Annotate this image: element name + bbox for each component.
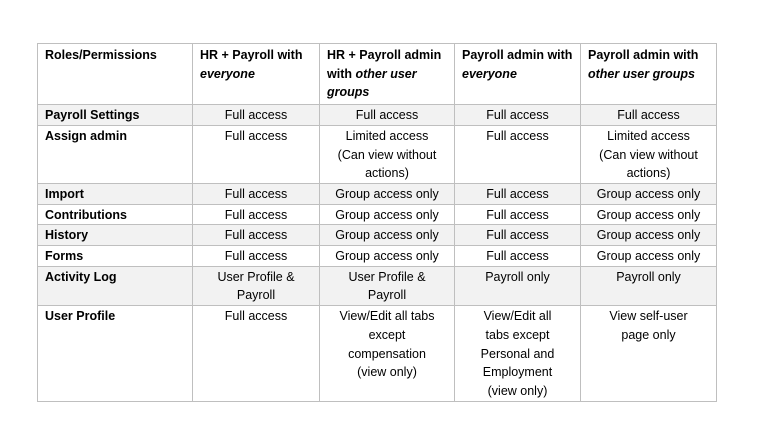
permission-cell	[320, 225, 455, 246]
row-label: Assign admin	[38, 125, 193, 183]
row-label: History	[38, 225, 193, 246]
permission-cell	[193, 125, 320, 183]
permission-cell	[581, 125, 717, 183]
cell-text-line: Group access only	[596, 228, 701, 243]
row-label: User Profile	[38, 306, 193, 402]
cell-text-line: Limited access	[607, 128, 690, 143]
cell-text-line: Payroll	[367, 288, 407, 303]
cell-text-line: Employment	[482, 365, 553, 380]
cell-text-line: Full access	[486, 108, 549, 123]
permission-cell	[193, 306, 320, 402]
table-row	[38, 225, 717, 246]
header-hr-payroll-other-groups: HR + Payroll admin with other user groups	[320, 44, 455, 105]
cell-text-line: Group access only	[596, 207, 701, 222]
cell-text-line: Group access only	[335, 249, 439, 264]
row-label: Payroll Settings	[38, 105, 193, 126]
row-label: Contributions	[38, 204, 193, 225]
cell-text-line: User Profile &	[348, 269, 426, 284]
cell-text-line: Full access	[224, 228, 288, 243]
cell-text-line: Full access	[355, 108, 419, 123]
cell-text-line: Group access only	[596, 249, 701, 264]
cell-text-line: Full access	[224, 249, 288, 264]
cell-text-line: Full access	[224, 186, 288, 201]
permission-cell	[581, 105, 717, 126]
cell-text-line: Group access only	[596, 186, 701, 201]
cell-text-line: Personal and	[480, 346, 555, 361]
cell-text-line: Full access	[486, 186, 549, 201]
table-row	[38, 246, 717, 267]
cell-text-line: Full access	[486, 228, 549, 243]
cell-text-line: Full access	[486, 128, 549, 143]
cell-text-line: Full access	[224, 108, 288, 123]
cell-text-line: View/Edit all	[483, 309, 552, 324]
cell-text-line: tabs except	[485, 327, 550, 342]
cell-text-line: Full access	[617, 108, 680, 123]
permission-cell	[455, 225, 581, 246]
permission-cell	[581, 246, 717, 267]
cell-text-line: actions)	[626, 166, 671, 181]
table-header-row	[38, 44, 717, 105]
table-row	[38, 306, 717, 402]
cell-text-line: compensation	[348, 346, 426, 361]
cell-text-line: Full access	[486, 207, 549, 222]
permission-cell	[193, 266, 320, 305]
permission-cell	[320, 125, 455, 183]
table-row	[38, 266, 717, 305]
permission-cell	[193, 225, 320, 246]
header-roles-permissions: Roles/Permissions	[38, 44, 193, 105]
cell-text-line: Limited access	[345, 128, 429, 143]
cell-text-line: Full access	[224, 207, 288, 222]
permission-cell	[455, 306, 581, 402]
permission-cell	[581, 204, 717, 225]
permission-cell	[581, 266, 717, 305]
permission-cell	[193, 183, 320, 204]
cell-text-line: Group access only	[335, 228, 439, 243]
permission-cell	[193, 105, 320, 126]
cell-text-line: (Can view without	[337, 147, 437, 162]
cell-text-line: Full access	[224, 309, 288, 324]
permissions-table-container	[37, 43, 717, 402]
permission-cell	[320, 183, 455, 204]
permission-cell	[193, 246, 320, 267]
header-payroll-admin-everyone: Payroll admin with everyone	[455, 44, 581, 105]
table-body	[38, 105, 717, 402]
permission-cell	[320, 306, 455, 402]
permission-cell	[455, 246, 581, 267]
header-payroll-admin-other-groups: Payroll admin with other user groups	[581, 44, 717, 105]
row-label: Import	[38, 183, 193, 204]
permission-cell	[455, 266, 581, 305]
row-label: Forms	[38, 246, 193, 267]
permission-cell	[455, 125, 581, 183]
permission-cell	[581, 183, 717, 204]
cell-text-line: Group access only	[335, 207, 439, 222]
permission-cell	[581, 306, 717, 402]
permission-cell	[455, 183, 581, 204]
cell-text-line: (Can view without	[599, 147, 698, 162]
table-row	[38, 183, 717, 204]
permission-cell	[455, 105, 581, 126]
table-row	[38, 125, 717, 183]
cell-text-line: View self-user	[609, 309, 688, 324]
cell-text-line: actions)	[365, 166, 409, 181]
permission-cell	[320, 266, 455, 305]
cell-text-line: Full access	[486, 249, 549, 264]
cell-text-line: Full access	[224, 128, 288, 143]
table-row	[38, 204, 717, 225]
permission-cell	[193, 204, 320, 225]
cell-text-line: (view only)	[487, 383, 548, 398]
permission-cell	[320, 246, 455, 267]
table-row	[38, 105, 717, 126]
cell-text-line: except	[368, 327, 406, 342]
cell-text-line: Payroll	[236, 288, 276, 303]
permission-cell	[320, 204, 455, 225]
cell-text-line: page only	[621, 327, 676, 342]
permission-cell	[455, 204, 581, 225]
permissions-table	[37, 43, 717, 402]
header-hr-payroll-everyone: HR + Payroll with everyone	[193, 44, 320, 105]
cell-text-line: View/Edit all tabs	[339, 309, 435, 324]
permission-cell	[320, 105, 455, 126]
cell-text-line: Payroll only	[485, 269, 550, 284]
permission-cell	[581, 225, 717, 246]
cell-text-line: (view only)	[357, 365, 417, 380]
cell-text-line: Payroll only	[616, 269, 681, 284]
cell-text-line: Group access only	[335, 186, 439, 201]
cell-text-line: User Profile &	[217, 269, 295, 284]
row-label: Activity Log	[38, 266, 193, 305]
